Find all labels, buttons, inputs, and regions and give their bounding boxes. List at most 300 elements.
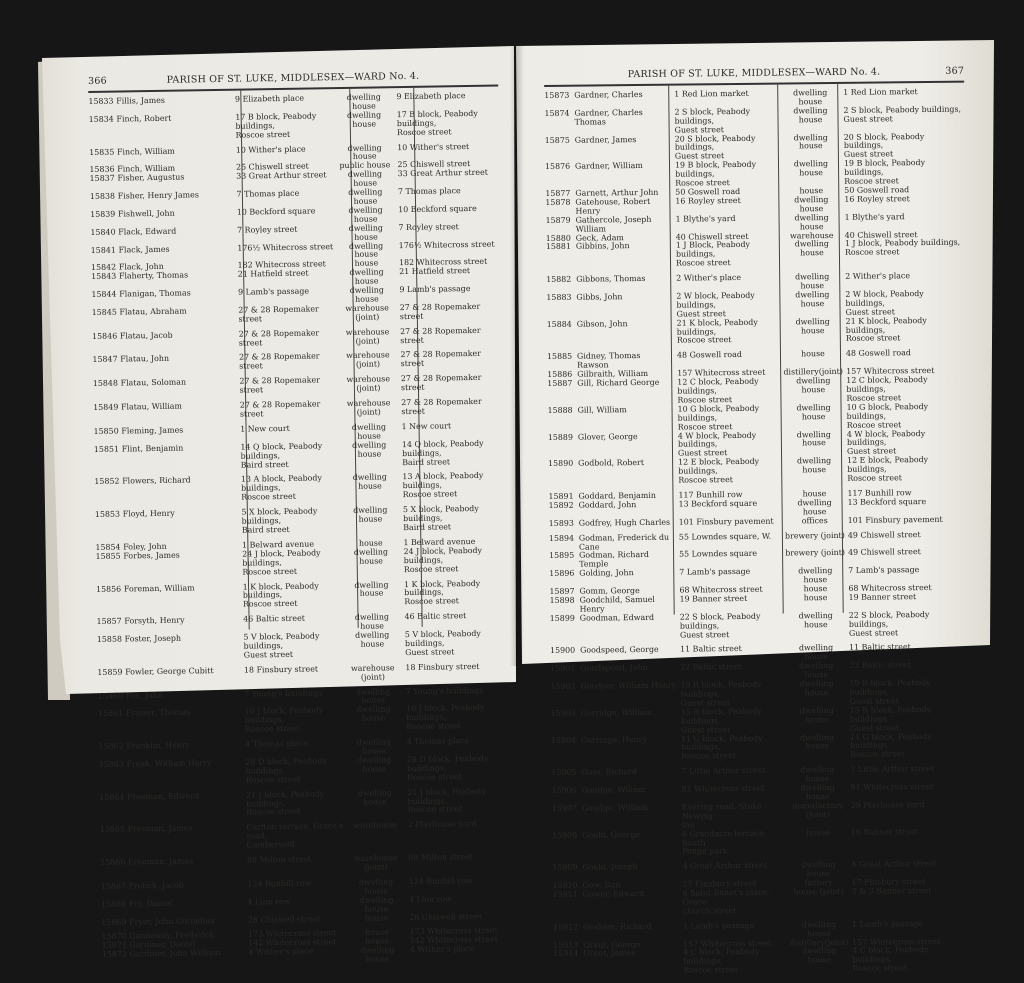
qualification: dwelling house: [349, 267, 384, 286]
abode: 2 W block, Peabody buildings, Guest street: [676, 290, 755, 319]
elector-name: Godman, Richard Temple: [579, 550, 650, 569]
qualification: dwelling house: [348, 187, 383, 206]
qualification: dwelling house: [798, 643, 834, 662]
register-entry: [546, 239, 966, 270]
qualification: manufactory (joint): [792, 800, 844, 820]
abode: 182 Whitecross street: [237, 259, 326, 270]
book-gutter: [510, 46, 524, 666]
qualifying-property: 2 S block, Peabody buildings, Guest street: [843, 104, 962, 124]
qualifying-property: 17 Finsbury street: [851, 877, 926, 887]
elector-number: 15840: [90, 227, 116, 237]
elector-number: 15904: [550, 735, 577, 745]
elector-number: 15836: [89, 164, 115, 175]
elector-number: 15841: [90, 245, 116, 255]
elector-number: 15844: [91, 289, 117, 300]
elector-number: 15889: [547, 432, 573, 442]
elector-number: 15867: [100, 881, 126, 891]
qualifying-property: 2 Playhouse yard: [407, 819, 477, 830]
elector-name: Gardiner, Daniel: [129, 939, 196, 950]
register-entry: [553, 946, 973, 977]
elector-number: 15898: [549, 595, 575, 605]
elector-number: 15893: [548, 518, 574, 528]
qualifying-property: 28 D block, Peabody buildings, Roscoe street: [406, 753, 489, 782]
qualification: dwelling house: [796, 456, 832, 475]
qualifying-property: 21 K block, Peabody buildings, Roscoe street: [845, 315, 927, 344]
elector-name: Flack, James: [118, 244, 170, 255]
abode: 17 Finsbury street: [682, 878, 757, 889]
entry-group: [551, 765, 972, 858]
elector-name: Gill, William: [577, 404, 627, 415]
elector-name: Gill, Richard George: [577, 377, 660, 388]
qualifying-property: 33 Great Arthur street: [397, 167, 488, 179]
qualification: dwelling house: [347, 169, 383, 189]
elector-name: Goss, Richard: [581, 767, 638, 777]
qualifying-property: 13 A block, Peabody buildings, Roscoe street: [402, 471, 484, 500]
qualification: warehouse (joint): [346, 374, 391, 394]
entry-group: [98, 686, 509, 737]
entry-group: [547, 349, 968, 487]
elector-number: 15905: [551, 767, 577, 778]
elector-name: Goddard, Benjamin: [578, 490, 657, 501]
qualification: house: [358, 538, 383, 548]
elector-number: 15879: [545, 215, 571, 225]
elector-name: Flowers, Richard: [122, 475, 191, 486]
abode: 157 Whitecross street: [683, 938, 772, 949]
qualifying-property: 27 & 28 Ropemaker street: [400, 349, 481, 369]
elector-number: 15880: [545, 233, 571, 243]
qualifying-property: 1 Red Lion market: [843, 87, 918, 97]
elector-number: 15885: [546, 352, 573, 362]
qualification: dwelling house: [794, 194, 829, 214]
qualifying-property: 1 Blythe's yard: [844, 211, 905, 222]
qualifying-property: 9 Lamb's passage: [399, 284, 471, 295]
qualification: dwelling house: [348, 240, 384, 260]
abode: 11 G block, Peabody buildings, Roscoe street: [680, 733, 763, 761]
abode: 7 Lamb's passage: [679, 567, 751, 577]
abode: 173 Whitecross street: [248, 928, 337, 939]
qualification: dwelling house: [357, 787, 392, 807]
qualification: house: [365, 927, 389, 938]
abode: 19 B block, Peabody buildings, Roscoe street: [674, 160, 757, 188]
elector-name: Gower, Edward: [582, 889, 645, 899]
qualification: dwelling house: [794, 239, 829, 258]
qualification: house: [799, 186, 824, 196]
qualification: dwelling house: [801, 860, 836, 879]
elector-number: 15849: [93, 402, 119, 413]
qualification: warehouse (joint): [345, 350, 390, 370]
elector-name: Fox, John: [125, 690, 163, 701]
qualifying-property: 2 Wither's place: [845, 271, 911, 281]
qualification: dwelling house: [359, 894, 394, 914]
abode: 16 J block, Peabody buildings, Roscoe street: [244, 705, 324, 734]
register-entry: [99, 754, 509, 787]
elector-number: 15860: [97, 691, 123, 701]
qualification: dwelling house: [349, 285, 384, 304]
qualification: dwelling house: [799, 705, 834, 725]
qualification: dwelling house: [799, 679, 834, 698]
qualification: dwelling house: [799, 661, 834, 680]
elector-number: 15870: [101, 931, 127, 942]
qualifying-property: 27 & 28 Ropemaker street: [400, 373, 482, 393]
elector-number: 15859: [97, 667, 123, 677]
abode: 12 C block, Peabody buildings, Roscoe street: [677, 376, 759, 405]
register-entries: [544, 88, 973, 983]
entry-group: [552, 860, 973, 918]
qualifying-property: 117 Bunhill row: [847, 488, 912, 498]
abode: 21 K block, Peabody buildings, Roscoe street: [676, 317, 758, 346]
qualification: house: [365, 936, 389, 947]
elector-number: 15856: [95, 584, 122, 594]
qualification: distillery(joint): [783, 367, 843, 377]
abode: 22 Baltic street: [680, 662, 743, 672]
elector-name: Graham, Richard: [582, 921, 652, 932]
entry-group: [97, 612, 508, 663]
entry-group: [92, 326, 502, 350]
entry-group: [94, 472, 504, 505]
qualification: brewery (joint): [785, 548, 846, 558]
elector-number: 15877: [545, 188, 571, 198]
elector-name: Gidney, Thomas Rawson: [576, 351, 641, 370]
elector-name: Gould, Joseph: [582, 862, 638, 872]
register-entry: [92, 326, 502, 350]
qualifying-property: 25 Chiswell street: [397, 159, 471, 170]
elector-name: Gardner, Charles Thomas: [574, 107, 643, 127]
qualifying-property: 2 & 3 Banner street: [851, 886, 932, 896]
entry-group: [100, 853, 510, 877]
elector-number: 15848: [92, 378, 119, 389]
elector-name: Forsyth, Henry: [124, 615, 185, 626]
register-entry: [94, 472, 504, 505]
qualification: house: [364, 912, 389, 923]
qualification: dwelling house: [353, 547, 389, 566]
abode: 6 Grandacre terrace, South Penge park: [681, 828, 767, 857]
abode: 14 Q block, Peabody buildings, Baird street: [240, 441, 323, 470]
elector-name: Gomm, George: [579, 586, 640, 596]
abode: 5 X block, Peabody buildings, Baird street: [241, 506, 318, 535]
elector-number: 15896: [549, 568, 575, 579]
elector-number: 15854: [95, 542, 121, 552]
elector-name: Gibson, John: [576, 318, 628, 329]
elector-number: 15835: [89, 147, 115, 157]
abode: 176½ Whitecross street: [237, 241, 334, 253]
elector-number: 15874: [544, 108, 570, 118]
abode: 68 Whitecross street: [679, 584, 763, 595]
qualification: dwelling house: [793, 88, 828, 107]
elector-number: 15851: [93, 444, 120, 454]
qualifying-property: 27 & 28 Ropemaker street: [400, 325, 481, 345]
qualifying-property: 101 Finsbury pavement: [847, 514, 943, 525]
qualification: dwelling house: [793, 132, 828, 151]
register-entry: [550, 610, 970, 641]
elector-name: Franklin, Henry: [126, 740, 191, 751]
qualifying-property: 49 Chiswell street: [847, 529, 921, 540]
abode: 46 Baltic street: [243, 613, 305, 624]
entry-group: [100, 820, 510, 853]
qualification: dwelling house: [356, 737, 392, 756]
elector-name: Fowler, George Cubitt: [125, 665, 214, 677]
elector-number: 15900: [550, 646, 576, 656]
entry-group: [550, 643, 971, 763]
elector-number: 15872: [101, 949, 127, 960]
abode: 10 Wither's place: [235, 144, 306, 155]
elector-name: Gould, George: [581, 829, 641, 840]
elector-name: Flack, Edward: [118, 226, 177, 237]
qualification: dwelling house: [796, 402, 831, 422]
elector-number: 15861: [97, 708, 124, 719]
abode: 9 Lamb's passage: [237, 286, 310, 297]
qualification: warehouse (joint): [353, 853, 398, 872]
elector-number: 15842: [90, 262, 117, 273]
qualifying-property: 14 Q block, Peabody buildings, Baird street: [401, 438, 484, 467]
elector-name: Goudge, Wiliam: [581, 785, 646, 795]
abode: 88 Milton street: [246, 854, 312, 865]
elector-name: Gow, Dan: [582, 880, 621, 890]
elector-name: Gibbs, John: [576, 292, 623, 302]
qualifying-property: 27 & 28 Ropemaker street: [401, 396, 482, 417]
qualifying-property: 4 Lion row: [408, 894, 453, 904]
elector-name: Fisher, Augustus: [117, 172, 185, 183]
abode: 21 Hatfield street: [237, 268, 309, 279]
abode: 7 Young's buildings: [244, 687, 323, 699]
abode: 10 Beckford square: [236, 206, 316, 217]
abode: 27 & 28 Ropemaker street: [239, 375, 320, 395]
qualifying-property: 11 G block, Peabody buildings, Roscoe street: [849, 731, 932, 760]
qualifying-property: 21 J block, Peabody buildings, Roscoe street: [407, 786, 486, 815]
qualifying-property: 81 Whitecross street: [850, 782, 934, 792]
elector-number: 15847: [92, 355, 118, 365]
qualification: dwelling house: [358, 877, 394, 896]
qualification: dwelling house: [354, 579, 389, 599]
qualifying-property: 29 Playhouse yard: [850, 799, 925, 810]
qualifying-property: 2 W block, Peabody buildings, Guest street: [845, 288, 924, 317]
abode: 25 Chiswell street: [236, 161, 309, 173]
entry-group: [92, 350, 502, 374]
elector-number: 15888: [547, 405, 573, 415]
qualifying-property: 18 Finsbury street: [405, 661, 480, 672]
abode: 9 Elizabeth place: [234, 93, 305, 104]
elector-name: Forbes, James: [123, 550, 180, 561]
elector-number: 15876: [544, 161, 571, 172]
qualification: dwelling house: [354, 612, 390, 631]
register-entry: [97, 662, 507, 686]
qualifying-property: 15 R block, Peabody buildings, Guest street: [849, 704, 931, 733]
abode: 5 V block, Peabody buildings, Guest street: [243, 631, 320, 660]
elector-name: Fillis, James: [116, 95, 165, 106]
qualifying-property: 21 Hatfield street: [399, 266, 471, 277]
qualifying-property: 27 & 28 Ropemaker street: [399, 301, 481, 321]
elector-number: 15865: [99, 824, 126, 835]
elector-number: 15908: [551, 830, 578, 840]
qualification: dwelling house: [799, 732, 835, 751]
qualifying-property: 48 Goswell road: [845, 348, 911, 359]
qualifying-property: 4 Wither's place: [409, 944, 475, 955]
entry-group: [101, 876, 512, 927]
qualifying-property: 46 Baltic street: [404, 611, 467, 622]
elector-number: 15873: [544, 90, 570, 100]
qualifying-property: 7 Little Arthur street: [850, 764, 935, 775]
elector-name: Gilbraith, William: [577, 369, 649, 379]
qualifying-property: 19 B block, Peabody buildings, Roscoe street: [843, 158, 926, 186]
entry-group: [98, 737, 509, 788]
entry-group: [95, 537, 506, 579]
qualifying-property: 12 E block, Peabody buildings, Roscoe street: [847, 455, 929, 483]
register-entry: [97, 630, 507, 663]
qualification: dwelling house: [348, 223, 383, 242]
abode: 7 Little Arthur street: [681, 765, 766, 776]
qualifying-property: 50 Goswell road: [844, 185, 910, 195]
elector-number: 15882: [546, 274, 572, 285]
elector-number: 15868: [100, 899, 127, 909]
abode: 2 S block, Peabody buildings, Guest street: [674, 106, 751, 135]
register-entry: [547, 316, 967, 347]
elector-name: Foreman, William: [123, 582, 195, 593]
abode: 28 D block, Peabody buildings, Roscoe street: [245, 756, 328, 785]
elector-name: Goodman, Edward: [579, 612, 655, 623]
qualifying-property: 17 B block, Peabody buildings, Roscoe street: [396, 108, 478, 137]
abode: 28 Chiswell street: [247, 913, 321, 925]
elector-number: 15911: [552, 889, 578, 899]
abode: 142 Whitecross street: [248, 937, 337, 948]
abode: 20 S block, Peabody buildings, Guest street: [674, 133, 756, 161]
register-entry: [98, 704, 508, 737]
abode: 21 J block, Peabody buildings, Roscoe street: [245, 789, 325, 818]
qualifying-property: 1 J block, Peabody buildings, Roscoe street: [844, 238, 961, 258]
abode: Evering road, Stoke Newing- ton: [681, 801, 762, 830]
register-entry: [96, 579, 506, 612]
qualifying-property: 12 C block, Peabody buildings, Roscoe street: [846, 375, 928, 403]
register-entry: [93, 374, 503, 398]
qualifying-property: 176½ Whitecross street: [398, 239, 495, 250]
qualifying-property: 19 Banner street: [848, 592, 917, 602]
qualification: dwelling house: [360, 945, 395, 964]
elector-number: 15886: [547, 369, 573, 380]
qualifying-property: 20 S block, Peabody buildings, Guest street: [843, 131, 925, 160]
qualification: dwelling house: [793, 105, 828, 125]
elector-number: 15913: [553, 940, 579, 950]
elector-name: Gorridge, William: [580, 707, 652, 718]
elector-number: 15846: [92, 331, 118, 341]
elector-name: Fraizer, Thomas: [125, 707, 191, 718]
qualification: dwelling house: [800, 783, 835, 802]
elector-number: 15897: [549, 586, 575, 597]
qualifying-property: 16 Banner street: [850, 826, 919, 837]
qualifying-property: 40 Chiswell street: [844, 229, 918, 240]
qualification: house: [803, 584, 828, 594]
abode: 4 Great Arthur street: [682, 861, 768, 871]
elector-name: Garnett, Arthur John: [575, 187, 659, 198]
abode: 4 W block, Peabody buildings, Guest street: [677, 430, 757, 458]
abode: 15 R block, Peabody buildings, Guest street: [680, 706, 762, 735]
elector-name: Geck, Adam: [575, 232, 624, 243]
abode: 12 E block, Peabody buildings, Roscoe street: [678, 457, 760, 485]
qualification: dwelling house: [800, 765, 835, 784]
qualifying-property: 24 J block, Peabody buildings, Roscoe street: [403, 545, 483, 574]
register-entry: [92, 302, 502, 326]
qualifying-property: 5 V block, Peabody buildings, Guest street: [404, 628, 481, 657]
abode: 11 Baltic street: [680, 644, 742, 655]
qualification: house (joint): [793, 886, 844, 897]
qualification: dwelling house: [348, 205, 383, 224]
abode: 19 R block, Peabody buildings, Guest street: [680, 679, 762, 708]
page-number: 367: [945, 65, 965, 77]
qualifying-property: 173 Whitecross street: [409, 926, 498, 937]
elector-number: 15833: [88, 96, 114, 106]
elector-number: 15866: [100, 857, 126, 867]
abode: 1 Belward avenue: [241, 539, 315, 550]
qualification: dwelling house: [802, 946, 837, 965]
register-entry: [93, 398, 503, 422]
elector-name: Goodyer, William Henry: [580, 680, 677, 691]
qualification: dwelling house: [798, 610, 833, 629]
abode: 27 & 28 Ropemaker street: [238, 304, 319, 324]
qualifying-property: 7 Young's buildings: [405, 685, 484, 696]
qualifying-property: 157 Whitecross street: [846, 366, 935, 377]
qualification: dwelling house: [797, 497, 832, 517]
elector-number: 15891: [548, 491, 574, 501]
qualifying-property: 4 Thomas place: [406, 736, 470, 747]
elector-name: Fryer, John Cornelius: [129, 915, 215, 926]
qualifying-property: 22 S block, Peabody buildings, Guest street: [848, 609, 930, 638]
qualifying-property: 88 Milton street: [408, 852, 474, 863]
entry-group: [544, 88, 966, 271]
elector-number: 15895: [549, 551, 575, 561]
qualifying-property: 10 G block, Peabody buildings, Roscoe street: [846, 401, 929, 430]
abode: 81 Whitecross street: [681, 783, 765, 794]
qualifying-property: 10 Wither's street: [397, 141, 470, 152]
elector-number: 15902: [550, 681, 576, 692]
elector-name: Flatau, John: [120, 354, 170, 364]
qualification: dwelling house: [795, 289, 830, 309]
elector-name: Gatehouse, Robert Henry: [575, 196, 651, 216]
register-entry: [89, 109, 499, 142]
abode: 117 Bunhill row: [678, 489, 743, 500]
entry-group: [95, 505, 505, 538]
qualification: dwelling house: [346, 110, 382, 129]
elector-name: Godman, Frederick du Cane: [578, 532, 670, 552]
elector-name: Flatau, Soloman: [120, 377, 187, 388]
page-number: 366: [88, 75, 107, 87]
qualification: warehouse (joint): [345, 326, 390, 346]
entry-group: [94, 421, 505, 472]
qualification: dwelling house: [801, 919, 837, 938]
elector-number: 15871: [101, 940, 127, 951]
elector-number: 15907: [551, 803, 577, 813]
elector-name: Gardiner, John William: [129, 948, 221, 959]
qualifying-property: 10 Beckford square: [398, 203, 477, 215]
elector-number: 15838: [89, 191, 116, 202]
elector-name: Foley, John: [123, 541, 167, 552]
elector-name: Foster, Joseph: [124, 633, 182, 644]
elector-name: Flack, John: [118, 262, 164, 272]
elector-number: 15899: [549, 613, 575, 623]
elector-number: 15853: [94, 509, 121, 520]
register-entry: [100, 820, 510, 853]
elector-number: 15894: [548, 533, 575, 543]
abode: 4 Thomas place: [245, 738, 308, 749]
qualification: public house: [339, 160, 391, 171]
qualifying-property: 28 Chiswell street: [409, 911, 483, 922]
elector-number: 15862: [98, 741, 124, 752]
elector-number: 15852: [94, 476, 120, 487]
elector-name: Goudge, William: [581, 802, 648, 813]
elector-name: Flatau, Jacob: [119, 330, 173, 341]
abode: 10 G block, Peabody buildings, Roscoe street: [677, 403, 760, 432]
elector-name: Gorringe, Henry: [580, 734, 647, 745]
abode: 1 Lamb's passage: [682, 920, 755, 931]
abode: 27 & 28 Ropemaker street: [238, 328, 320, 348]
qualification: dwelling house: [352, 440, 387, 459]
qualifying-property: 16 Royley street: [844, 194, 910, 204]
